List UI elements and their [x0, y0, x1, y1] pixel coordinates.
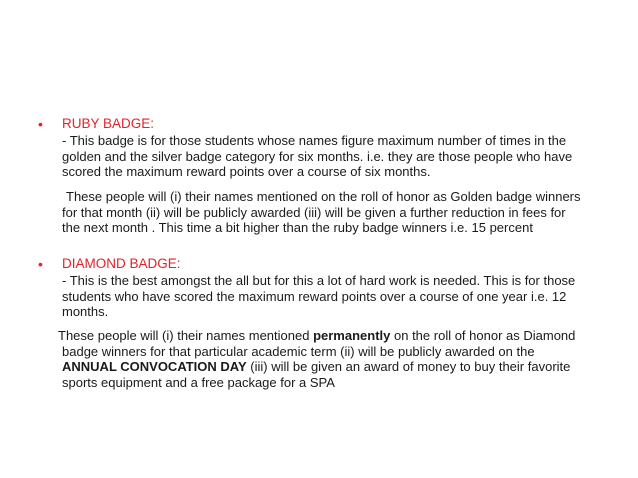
ruby-privileges [62, 189, 584, 236]
ruby-bullet: • [38, 116, 43, 132]
ruby-description [62, 133, 584, 180]
diamond-heading: DIAMOND BADGE: [62, 256, 181, 271]
ruby-privileges-text: These people will (i) their names mentioned on the roll of honor as Golden badge winners for that month (ii) will be publicly awarded (iii) will be given a further reduction in fees for the next month . This time a bit higher than the ruby badge winners i.e. 15 percent [62, 189, 581, 236]
permanently-emphasis: permanently [313, 328, 391, 343]
ruby-heading: RUBY BADGE: [62, 116, 155, 131]
diamond-bullet: • [38, 256, 43, 272]
diamond-privileges-part-3: (iii) will be given an award of money to buy their favorite sports equipment and a free package for a SPA [62, 359, 571, 390]
annual-convocation-day-emphasis: ANNUAL CONVOCATION DAY [62, 359, 247, 375]
diamond-privileges-part-2: on the roll of honor as Diamond badge winners for that particular academic term (ii) will be publicly awarded on the [62, 328, 576, 359]
diamond-privileges-part-1: These people will (i) their names mentioned [58, 328, 314, 343]
diamond-description [62, 273, 584, 320]
diamond-description-text: - This is the best amongst the all but for this a lot of hard work is needed. This is for those students who have scored the maximum reward points over a course of one year i.e. 12 months. [62, 273, 576, 320]
diamond-privileges-text [58, 328, 584, 390]
ruby-description-text: - This badge is for those students whose names figure maximum number of times in the golden and the silver badge category for six months. i.e. they are those people who have scored the maximum reward points over a course of six months. [62, 133, 573, 180]
diamond-privileges [58, 328, 584, 390]
